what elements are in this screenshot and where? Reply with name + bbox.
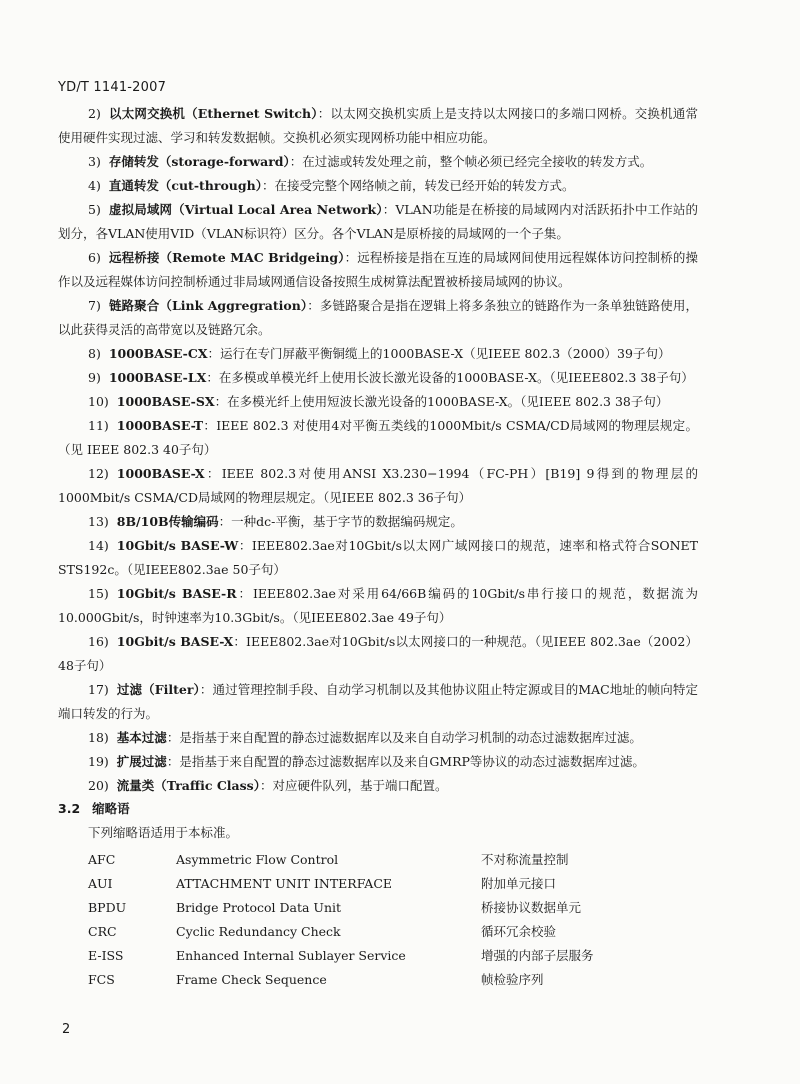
definition-text: ：在多模或单模光纤上使用长波长激光设备的1000BASE-X。（见IEEE802.3 38子句） (206, 370, 694, 385)
definition-text: ：在多模光纤上使用短波长激光设备的1000BASE-X。（见IEEE 802.3 38子句） (214, 394, 669, 409)
section-title: 缩略语 (92, 801, 130, 816)
abbreviation-code: AUI (88, 875, 113, 891)
definition-text: ：运行在专门屏蔽平衡铜缆上的1000BASE-X（见IEEE 802.3（2000）39子句） (207, 346, 671, 361)
definition-number: 12) (88, 466, 109, 481)
abbreviation-row (58, 943, 698, 967)
definition-number: 7) (88, 298, 101, 313)
definition-number: 19) (88, 754, 109, 769)
definition-number: 4) (88, 178, 101, 193)
definition-term: 10Gbit/s BASE-W (116, 538, 239, 553)
definition-term: 流量类（Traffic Class） (116, 778, 260, 793)
definition-number: 16) (88, 634, 109, 649)
definition-item (58, 102, 698, 150)
definition-text: ：VLAN功能是在桥接的局域网内对活跃拓扑中工作站的划分，各VLAN使用VID（VLAN标识符）区分。各个VLAN是原桥接的局域网的一个子集。 (58, 202, 698, 241)
definition-number: 20) (88, 778, 109, 793)
definition-item (58, 390, 698, 414)
abbreviation-english: Cyclic Redundancy Check (176, 923, 341, 939)
definition-number: 2) (88, 106, 101, 121)
definition-text: ：以太网交换机实质上是支持以太网接口的多端口网桥。交换机通常使用硬件实现过滤、学习和转发数据帧。交换机必须实现网桥功能中相应功能。 (58, 106, 698, 145)
definition-item (58, 342, 698, 366)
abbreviation-row (58, 871, 698, 895)
definition-term: 基本过滤 (116, 730, 167, 745)
definition-term: 远程桥接（Remote MAC Bridgeing） (108, 250, 345, 265)
definition-item (58, 246, 698, 294)
definition-term: 1000BASE-X (116, 466, 205, 481)
abbreviation-chinese: 增强的内部子层服务 (481, 948, 594, 963)
definition-term: 链路聚合（Link Aggregration） (108, 298, 308, 313)
definition-term: 过滤（Filter） (116, 682, 200, 697)
definition-number: 15) (88, 586, 109, 601)
definition-term: 1000BASE-SX (116, 394, 215, 409)
definition-text: ：多链路聚合是指在逻辑上将多条独立的链路作为一条单独链路使用，以此获得灵活的高带宽以及链路冗余。 (58, 298, 698, 337)
section-number: 3.2 (58, 801, 81, 816)
definition-item (58, 462, 698, 510)
abbreviation-row (58, 919, 698, 943)
definition-number: 11) (88, 418, 109, 433)
definition-term: 1000BASE-LX (108, 370, 207, 385)
definition-number: 17) (88, 682, 109, 697)
abbreviation-list (58, 847, 698, 991)
page-number: 2 (62, 1022, 71, 1037)
definition-item (58, 414, 698, 462)
definition-number: 14) (88, 538, 109, 553)
abbreviation-english: Frame Check Sequence (176, 971, 327, 987)
abbreviation-code: FCS (88, 971, 115, 987)
definition-text: ：IEEE802.3ae对采用64/66B编码的10Gbit/s串行接口的规范，数据流为10.000Gbit/s，时钟速率为10.3Gbit/s。（见IEEE802.3ae 49子句） (58, 586, 698, 625)
abbreviation-english: Enhanced Internal Sublayer Service (176, 947, 406, 963)
abbreviation-code: BPDU (88, 899, 127, 915)
definition-term: 存储转发（storage-forward） (108, 154, 290, 169)
definition-number: 13) (88, 514, 109, 529)
abbreviation-row (58, 895, 698, 919)
definition-term: 8B/10B传输编码 (116, 514, 219, 529)
definition-item (58, 174, 698, 198)
definition-term: 1000BASE-CX (108, 346, 208, 361)
definition-text: ：是指基于来自配置的静态过滤数据库以及来自自动学习机制的动态过滤数据库过滤。 (166, 730, 642, 745)
definition-term: 10Gbit/s BASE-X (116, 634, 234, 649)
definition-item (58, 726, 698, 750)
page-content (58, 102, 698, 991)
abbreviation-code: AFC (88, 851, 116, 867)
abbreviation-code: E-ISS (88, 947, 124, 963)
definition-item (58, 198, 698, 246)
definition-text: ：IEEE 802.3对使用ANSI X3.230−1994（FC-PH）[B19] 9得到的物理层的1000Mbit/s CSMA/CD局域网的物理层规定。（见IEEE 802.3 36子句） (58, 466, 698, 505)
definition-item (58, 510, 698, 534)
abbreviation-row (58, 967, 698, 991)
abbreviation-row (58, 847, 698, 871)
definition-text: ：远程桥接是指在互连的局域网间使用远程媒体访问控制桥的操作以及远程媒体访问控制桥通过非局域网通信设备按照生成树算法配置被桥接局域网的协议。 (58, 250, 698, 289)
definition-number: 18) (88, 730, 109, 745)
section-intro: 下列缩略语适用于本标准。 (88, 825, 239, 840)
definition-number: 5) (88, 202, 101, 217)
abbreviation-chinese: 不对称流量控制 (481, 852, 569, 867)
abbreviation-english: Bridge Protocol Data Unit (176, 899, 342, 915)
definition-item (58, 750, 698, 774)
definition-text: ：通过管理控制手段、自动学习机制以及其他协议阻止特定源或目的MAC地址的帧向特定端口转发的行为。 (58, 682, 698, 721)
definition-text: ：IEEE802.3ae对10Gbit/s以太网广域网接口的规范，速率和格式符合SONET STS192c。（见IEEE802.3ae 50子句） (58, 538, 698, 577)
abbreviation-code: CRC (88, 923, 117, 939)
abbreviation-chinese: 帧检验序列 (481, 972, 544, 987)
definition-text: ：在过滤或转发处理之前，整个帧必须已经完全接收的转发方式。 (289, 154, 653, 169)
definition-item (58, 294, 698, 342)
definition-term: 10Gbit/s BASE-R (116, 586, 237, 601)
definition-text: ：一种dc-平衡，基于字节的数据编码规定。 (218, 514, 463, 529)
definition-item (58, 774, 698, 798)
definition-text: ：对应硬件队列，基于端口配置。 (259, 778, 448, 793)
abbreviation-chinese: 桥接协议数据单元 (481, 900, 582, 915)
definition-number: 8) (88, 346, 101, 361)
doc-code: YD/T 1141-2007 (58, 80, 167, 95)
definition-number: 6) (88, 250, 101, 265)
definition-item (58, 630, 698, 678)
definition-item (58, 678, 698, 726)
definition-text: ：IEEE 802.3 对使用4对平衡五类线的1000Mbit/s CSMA/CD局域网的物理层规定。（见 IEEE 802.3 40子句） (58, 418, 698, 457)
definition-item (58, 366, 698, 390)
abbreviation-english: ATTACHMENT UNIT INTERFACE (176, 875, 393, 891)
abbreviation-chinese: 附加单元接口 (481, 876, 557, 891)
definitions-list (58, 102, 698, 798)
definition-number: 9) (88, 370, 101, 385)
definition-item (58, 534, 698, 582)
abbreviation-chinese: 循环冗余校验 (481, 924, 557, 939)
definition-term: 虚拟局域网（Virtual Local Area Network） (108, 202, 383, 217)
definition-text: ：在接受完整个网络帧之前，转发已经开始的转发方式。 (261, 178, 575, 193)
definition-text: ：IEEE802.3ae对10Gbit/s以太网接口的一种规范。（见IEEE 802.3ae（2002）48子句） (58, 634, 698, 673)
section-heading (58, 798, 698, 820)
definition-item (58, 150, 698, 174)
definition-number: 10) (88, 394, 109, 409)
definition-term: 1000BASE-T (116, 418, 204, 433)
definition-text: ：是指基于来自配置的静态过滤数据库以及来自GMRP等协议的动态过滤数据库过滤。 (166, 754, 645, 769)
definition-term: 以太网交换机（Ethernet Switch） (108, 106, 318, 121)
definition-term: 直通转发（cut-through） (108, 178, 262, 193)
abbreviation-english: Asymmetric Flow Control (176, 851, 339, 867)
definition-term: 扩展过滤 (116, 754, 167, 769)
definition-number: 3) (88, 154, 101, 169)
definition-item (58, 582, 698, 630)
